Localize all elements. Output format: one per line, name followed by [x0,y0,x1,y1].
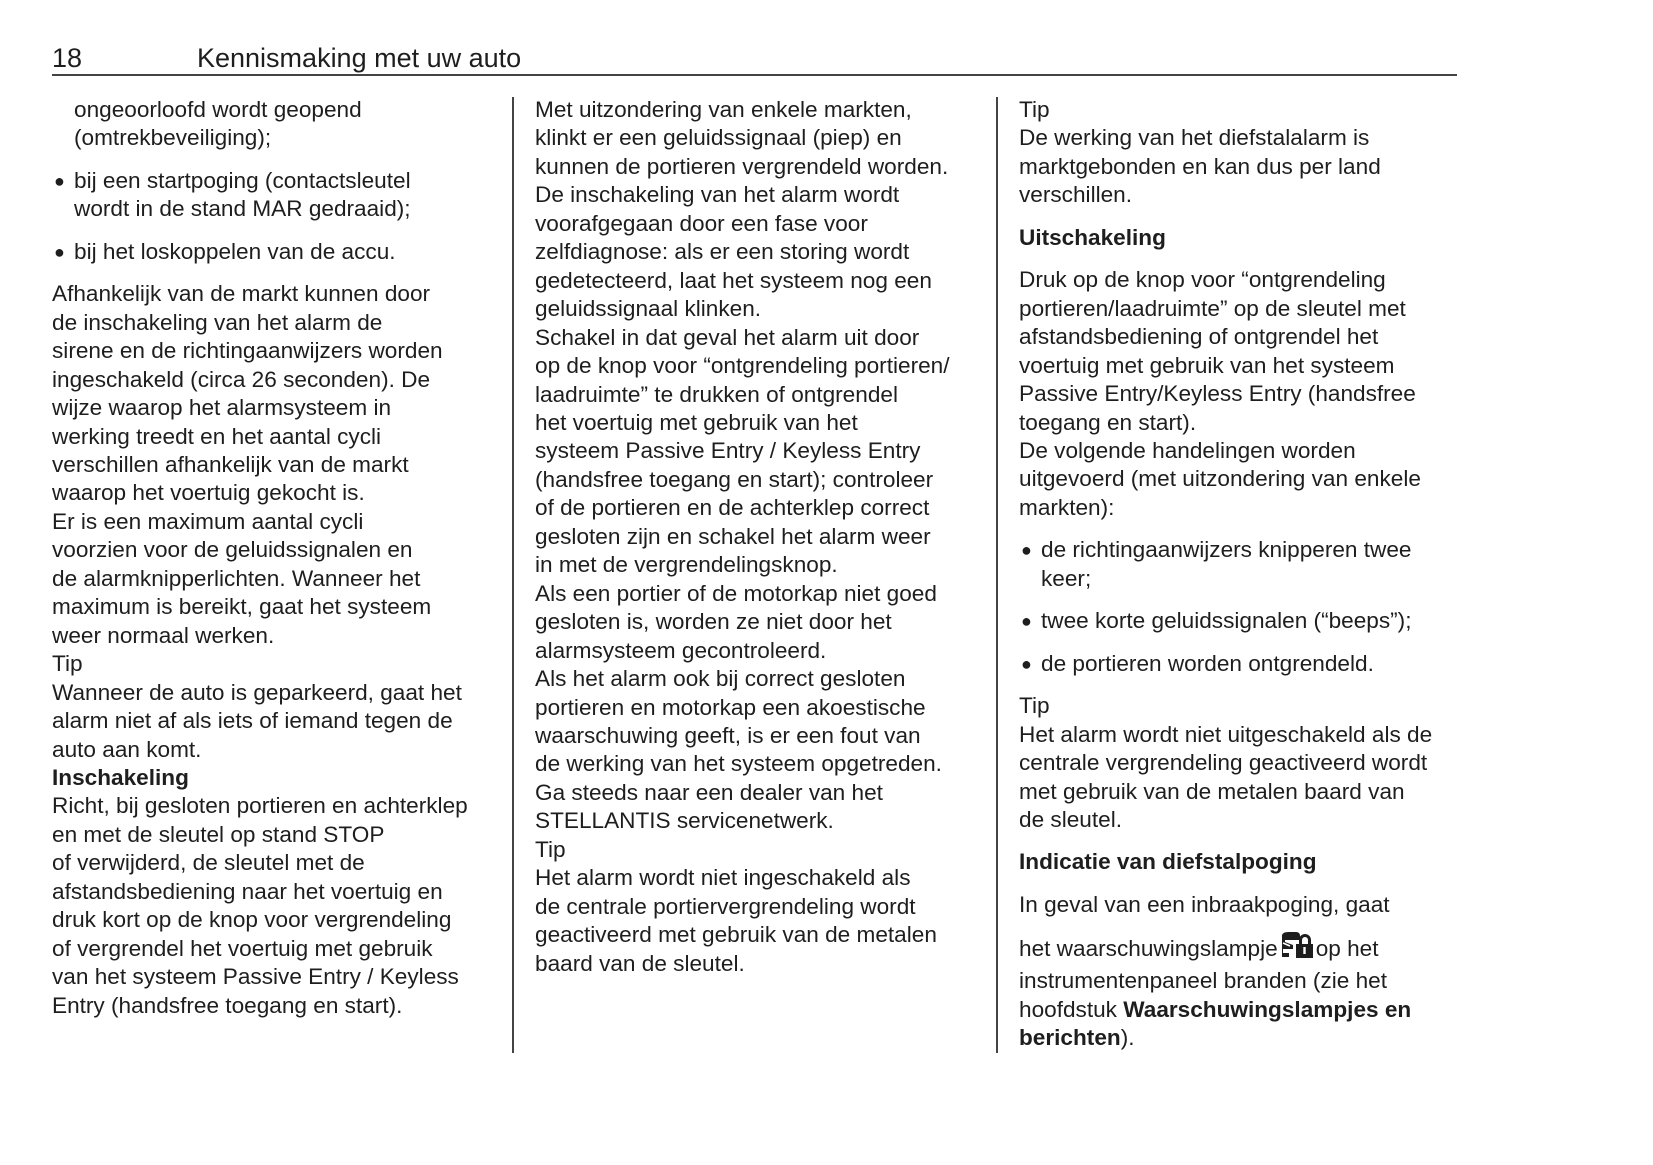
paragraph [1019,848,1469,876]
text-segment: op het [1315,936,1379,962]
text-line: twee korte geluidssignalen (“beeps”); [1041,608,1412,634]
text-line: of de portieren en de achterklep correct [535,495,930,521]
text-line: ingeschakeld (circa 26 seconden). De [52,366,431,392]
text-line: Tip [535,836,566,862]
text-line: sirene en de richtingaanwijzers worden [52,338,443,364]
text-line: Het alarm wordt niet ingeschakeld als [535,865,911,891]
text-line: met gebruik van de metalen baard van [1019,778,1405,804]
text-line: de sleutel. [1019,806,1122,832]
text-line: Er is een maximum aantal cycli [52,508,364,534]
text-line: druk kort op de knop voor vergrendeling [52,907,452,933]
bullet-item [1019,536,1469,593]
text-line: voertuig met gebruik van het systeem [1019,352,1395,378]
text-line: portieren en motorkap een akoestische [535,694,926,720]
text-segment: het waarschuwingslampje [1019,936,1278,962]
text-line: de portieren worden ontgrendeld. [1041,650,1374,676]
paragraph [1019,692,1469,834]
bold-text: Indicatie van diefstalpoging [1019,849,1317,875]
text-line: De volgende handelingen worden [1019,437,1356,463]
text-line: alarm niet af als iets of iemand tegen de [52,708,453,734]
text-line: Wanneer de auto is geparkeerd, gaat het [52,679,462,705]
text-segment: ). [1120,1025,1135,1051]
column-divider [512,97,514,1053]
text-line: bij het loskoppelen van de accu. [74,238,396,264]
text-line: In geval van een inbraakpoging, gaat [1019,891,1390,917]
bullet-item [52,167,507,224]
bullet-icon: ● [54,170,65,191]
text-line: alarmsysteem gecontroleerd. [535,637,827,663]
text-segment: hoofdstuk [1019,996,1124,1022]
text-line: uitgevoerd (met uitzondering van enkele [1019,466,1421,492]
text-line: Het alarm wordt niet uitgeschakeld als de [1019,721,1433,747]
text-line: verschillen. [1019,182,1133,208]
text-line: de centrale portiervergrendeling wordt [535,893,916,919]
text-line: waarschuwing geeft, is er een fout van [535,722,921,748]
text-line: gesloten zijn en schakel het alarm weer [535,523,931,549]
text-line: Als het alarm ook bij correct gesloten [535,666,906,692]
column-divider [996,97,998,1053]
bold-text: Waarschuwingslampjes en [1123,996,1412,1022]
text-line: op de knop voor “ontgrendeling portieren/ [535,353,950,379]
text-line: zelfdiagnose: als er een storing wordt [535,239,910,265]
paragraph [1019,224,1469,252]
text-line: Entry (handsfree toegang en start). [52,992,403,1018]
text-line: De inschakeling van het alarm wordt [535,182,900,208]
text-line: laadruimte” te drukken of ontgrendel [535,381,898,407]
text-line: Als een portier of de motorkap niet goed [535,580,937,606]
text-line [1019,224,1469,252]
text-line: wijze waarop het alarmsysteem in [52,395,392,421]
car-alarm-lock-icon [1280,931,1314,967]
bullet-continuation [52,96,507,153]
text-line: geactiveerd met gebruik van de metalen [535,922,937,948]
column-3 [1019,96,1469,1053]
text-line: (omtrekbeveiliging); [74,125,272,151]
text-line [1019,1024,1469,1052]
paragraph [1019,891,1469,1053]
text-line: auto aan komt. [52,736,202,762]
text-line: verschillen afhankelijk van de markt [52,451,409,477]
bullet-item [1019,607,1469,635]
bullet-icon: ● [1021,540,1032,561]
text-line [1019,919,1469,967]
text-line [1019,848,1469,876]
text-line: (handsfree toegang en start); controleer [535,466,934,492]
text-line: baard van de sleutel. [535,950,745,976]
text-line: werking treedt en het aantal cycli [52,423,382,449]
bullet-icon: ● [1021,611,1032,632]
header-rule [52,74,1457,76]
text-line: systeem Passive Entry / Keyless Entry [535,438,921,464]
text-line: Tip [52,651,83,677]
bold-text: Inschakeling [52,764,189,790]
bold-text: Uitschakeling [1019,224,1166,250]
text-line: van het systeem Passive Entry / Keyless [52,964,459,990]
text-line: gedetecteerd, laat het systeem nog een [535,267,932,293]
text-line: en met de sleutel op stand STOP [52,821,385,847]
text-line: Met uitzondering van enkele markten, [535,97,912,122]
text-line: afstandsbediening of ontgrendel het [1019,324,1379,350]
text-line: STELLANTIS servicenetwerk. [535,808,834,834]
column-1 [52,96,507,1020]
text-line: weer normaal werken. [52,622,275,648]
bullet-item [1019,650,1469,678]
text-line: centrale vergrendeling geactiveerd wordt [1019,750,1428,776]
text-line: Tip [1019,693,1050,719]
text-line: toegang en start). [1019,409,1197,435]
text-line: klinkt er een geluidssignaal (piep) en [535,125,902,151]
text-line: wordt in de stand MAR gedraaid); [74,196,411,222]
page-number: 18 [52,43,83,73]
column-2 [535,96,990,978]
text-line: de werking van het systeem opgetreden. [535,751,942,777]
text-line [52,764,507,792]
text-line: Afhankelijk van de markt kunnen door [52,281,431,307]
text-line: bij een startpoging (contactsleutel [74,167,411,193]
text-line: voorzien voor de geluidssignalen en [52,537,413,563]
text-line: Schakel in dat geval het alarm uit door [535,324,920,350]
bold-text: berichten [1019,1025,1121,1051]
text-line: de richtingaanwijzers knipperen twee [1041,537,1412,563]
paragraph [535,96,990,978]
text-line [1019,996,1469,1024]
text-line: de alarmknipperlichten. Wanneer het [52,565,421,591]
text-line: in met de vergrendelingsknop. [535,552,838,578]
text-line: voorafgegaan door een fase voor [535,210,868,236]
text-line: De werking van het diefstalalarm is [1019,125,1370,151]
bullet-icon: ● [54,241,65,262]
chapter-title: Kennismaking met uw auto [197,43,522,73]
text-line: Ga steeds naar een dealer van het [535,779,883,805]
text-line: waarop het voertuig gekocht is. [52,480,365,506]
text-line: keer; [1041,565,1092,591]
paragraph [1019,96,1469,210]
text-line: gesloten is, worden ze niet door het [535,609,892,635]
bullet-icon: ● [1021,653,1032,674]
text-line: Richt, bij gesloten portieren en achterklep [52,793,468,819]
text-line: Passive Entry/Keyless Entry (handsfree [1019,381,1416,407]
text-line: Druk op de knop voor “ontgrendeling [1019,267,1386,293]
text-line: kunnen de portieren vergrendeld worden. [535,153,949,179]
text-line: maximum is bereikt, gaat het systeem [52,594,432,620]
text-line: marktgebonden en kan dus per land [1019,153,1381,179]
text-line: het voertuig met gebruik van het [535,409,858,435]
paragraph [52,280,507,1020]
paragraph [1019,266,1469,522]
text-line: portieren/laadruimte” op de sleutel met [1019,295,1406,321]
text-line: afstandsbediening naar het voertuig en [52,878,443,904]
text-line: ongeoorloofd wordt geopend [74,97,362,122]
text-line: markten): [1019,494,1115,520]
text-line: instrumentenpaneel branden (zie het [1019,968,1388,994]
text-line: Tip [1019,97,1050,122]
text-line: of vergrendel het voertuig met gebruik [52,935,433,961]
bullet-item [52,238,507,266]
text-line: de inschakeling van het alarm de [52,309,383,335]
text-line: geluidssignaal klinken. [535,296,762,322]
text-line: of verwijderd, de sleutel met de [52,850,365,876]
